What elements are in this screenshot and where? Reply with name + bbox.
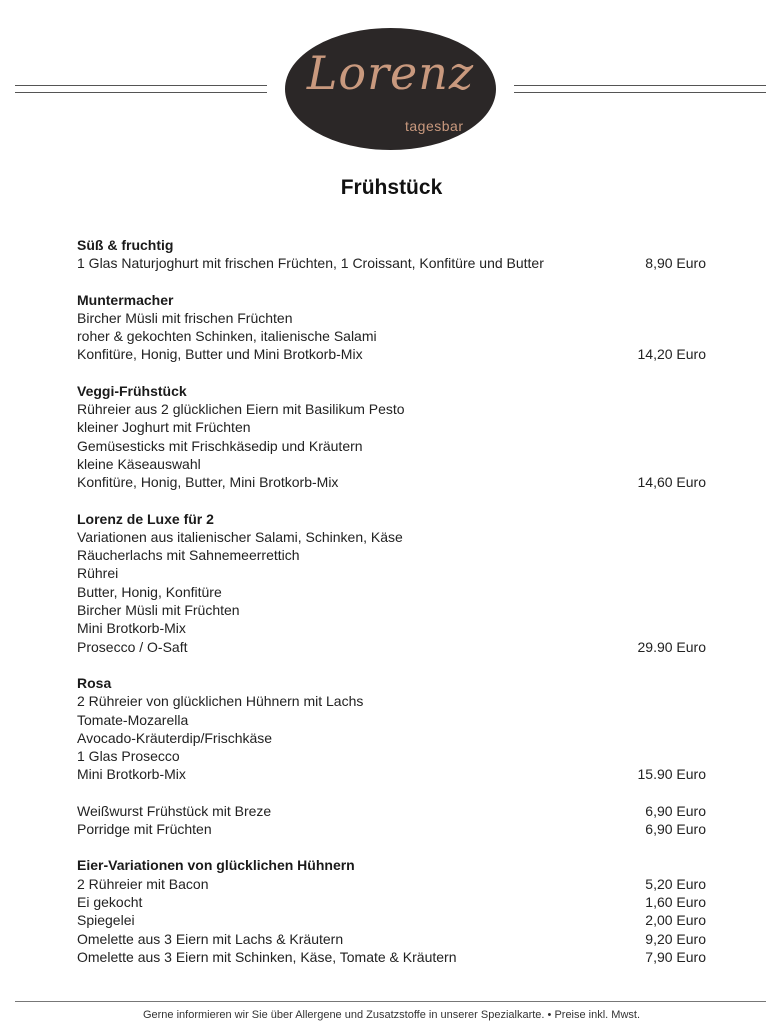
menu-item-text: Ei gekocht: [77, 893, 143, 910]
menu-section: [77, 802, 706, 839]
menu-item-price: 2,00 Euro: [645, 912, 706, 929]
menu-item: [77, 802, 706, 820]
menu-section: [77, 382, 706, 492]
lorenz-logo: [285, 28, 496, 150]
menu-item-text: Prosecco / O-Saft: [77, 638, 188, 655]
menu-item: [77, 254, 706, 272]
menu-item-price: 14,60 Euro: [637, 474, 706, 491]
section-title: Eier-Variationen von glücklichen Hühnern: [77, 857, 355, 874]
menu-item: [77, 765, 706, 783]
menu-item: [77, 911, 706, 929]
menu-item-price: 9,20 Euro: [645, 930, 706, 947]
menu-item-text: Omelette aus 3 Eiern mit Lachs & Kräutern: [77, 930, 344, 947]
menu-section: [77, 291, 706, 364]
menu-item-text: Räucherlachs mit Sahnemeerrettich: [77, 547, 300, 564]
menu-item-text: Mini Brotkorb-Mix: [77, 766, 186, 783]
menu-item: [77, 711, 706, 729]
footer-note: Gerne informieren wir Sie über Allergene und Zusatzstoffe in unserer Spezialkarte. • Preise inkl. Mwst.: [142, 1009, 641, 1021]
menu-item: [77, 309, 706, 327]
menu-item-price: 6,90 Euro: [645, 802, 706, 819]
menu-item: [77, 638, 706, 656]
menu-item-text: Bircher Müsli mit Früchten: [77, 602, 240, 619]
menu-item: [77, 345, 706, 363]
header-rule-right: [514, 85, 766, 93]
menu-item-text: Spiegelei: [77, 912, 135, 929]
menu-section: [77, 510, 706, 656]
menu-item: [77, 619, 706, 637]
menu-list: [77, 236, 706, 984]
menu-item: [77, 418, 706, 436]
menu-section: [77, 236, 706, 273]
menu-item-text: Mini Brotkorb-Mix: [77, 620, 186, 637]
menu-item: [77, 692, 706, 710]
menu-item-text: Weißwurst Frühstück mit Breze: [77, 802, 272, 819]
menu-item-price: 14,20 Euro: [637, 346, 706, 363]
section-title: Süß & fruchtig: [77, 237, 174, 253]
menu-item: [77, 564, 706, 582]
menu-item-price: 7,90 Euro: [645, 948, 706, 965]
menu-item-text: Avocado-Kräuterdip/Frischkäse: [77, 729, 273, 746]
menu-item-text: Tomate-Mozarella: [77, 711, 189, 728]
menu-item: [77, 437, 706, 455]
menu-item: [77, 455, 706, 473]
menu-item: [77, 400, 706, 418]
menu-item-text: Rührei: [77, 565, 119, 582]
menu-item-text: Konfitüre, Honig, Butter, Mini Brotkorb-Mix: [77, 474, 339, 491]
menu-item: [77, 820, 706, 838]
menu-item: [77, 930, 706, 948]
menu-item-text: Porridge mit Früchten: [77, 821, 212, 838]
menu-section: [77, 856, 706, 966]
menu-item-text: Bircher Müsli mit frischen Früchten: [77, 309, 293, 326]
menu-item-text: Omelette aus 3 Eiern mit Schinken, Käse, Tomate & Kräutern: [77, 948, 457, 965]
menu-item-text: Gemüsesticks mit Frischkäsedip und Kräutern: [77, 437, 363, 454]
section-title: Veggi-Frühstück: [77, 382, 187, 399]
menu-item-price: 5,20 Euro: [645, 875, 706, 892]
footer-rule: [15, 1001, 766, 1002]
menu-item-price: 29.90 Euro: [637, 638, 706, 655]
menu-item: [77, 729, 706, 747]
menu-item-text: 1 Glas Naturjoghurt mit frischen Früchten, 1 Croissant, Konfitüre und Butter: [77, 255, 544, 272]
header-rule-left: [15, 85, 267, 93]
menu-item-text: Variationen aus italienischer Salami, Schinken, Käse: [77, 528, 403, 545]
menu-item: [77, 747, 706, 765]
menu-item: [77, 327, 706, 345]
menu-item-text: Butter, Honig, Konfitüre: [77, 583, 222, 600]
menu-item: [77, 893, 706, 911]
menu-item-text: Rühreier aus 2 glücklichen Eiern mit Basilikum Pesto: [77, 401, 405, 418]
menu-item-text: 2 Rühreier mit Bacon: [77, 875, 209, 892]
menu-item-text: Konfitüre, Honig, Butter und Mini Brotkorb-Mix: [77, 346, 363, 363]
logo-script-text: Lorenz: [306, 46, 475, 100]
menu-item-text: kleiner Joghurt mit Früchten: [77, 419, 251, 436]
menu-item-price: 6,90 Euro: [645, 821, 706, 838]
menu-section: [77, 674, 706, 784]
logo-subtitle: tagesbar: [405, 118, 464, 134]
menu-item: [77, 546, 706, 564]
section-title: Muntermacher: [77, 291, 174, 308]
page-title: Frühstück: [340, 176, 443, 199]
menu-item-text: 1 Glas Prosecco: [77, 748, 180, 765]
menu-item-price: 1,60 Euro: [645, 893, 706, 910]
menu-item: [77, 875, 706, 893]
menu-item-price: 8,90 Euro: [645, 255, 706, 272]
menu-item: [77, 601, 706, 619]
menu-item: [77, 583, 706, 601]
menu-item-text: 2 Rühreier von glücklichen Hühnern mit Lachs: [77, 693, 364, 710]
menu-item: [77, 948, 706, 966]
menu-item-text: kleine Käseauswahl: [77, 455, 201, 472]
menu-item: [77, 528, 706, 546]
menu-item-price: 15.90 Euro: [637, 766, 706, 783]
section-title: Lorenz de Luxe für 2: [77, 510, 214, 527]
section-title: Rosa: [77, 674, 112, 691]
menu-item-text: roher & gekochten Schinken, italienische Salami: [77, 328, 377, 345]
menu-item: [77, 473, 706, 491]
